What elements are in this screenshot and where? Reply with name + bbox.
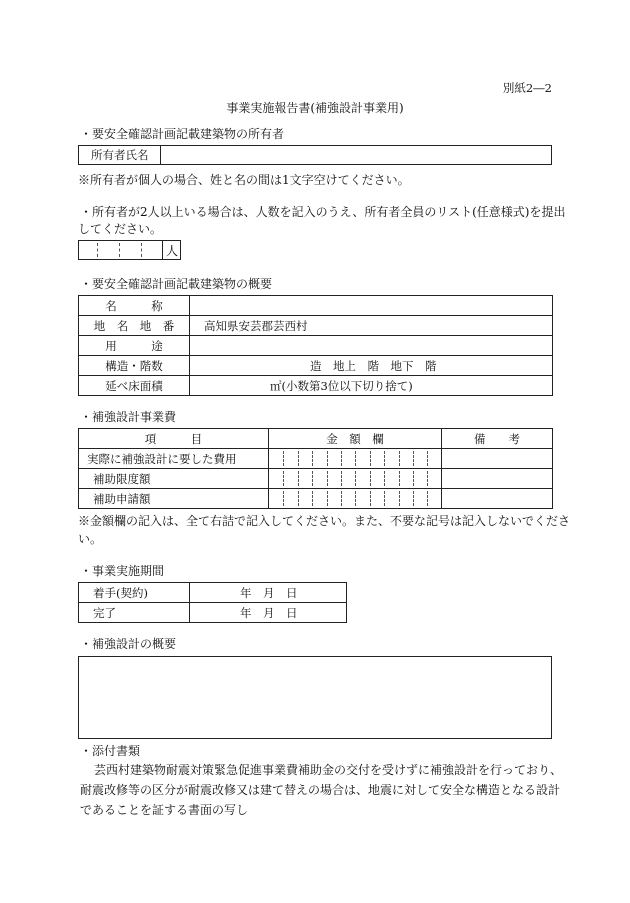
- page-title: 事業実施報告書(補強設計事業用): [226, 101, 404, 115]
- cost-item: 補助申請額: [79, 489, 269, 509]
- cost-heading: ・補強設計事業費: [80, 410, 177, 424]
- owner-count-unit: 人: [166, 244, 179, 258]
- period-date[interactable]: 年 月 日: [190, 583, 347, 603]
- cost-amount[interactable]: [269, 489, 442, 509]
- overview-value[interactable]: ㎡(小数第3位以下切り捨て): [190, 376, 553, 396]
- overview-value[interactable]: 造 地上 階 地下 階: [190, 356, 553, 376]
- owner-name-row: [78, 145, 552, 165]
- cost-table: [78, 428, 553, 509]
- attachments-line-3: であることを証する書面の写し: [80, 803, 249, 817]
- overview-heading: ・要安全確認計画記載建築物の概要: [80, 277, 273, 291]
- owner-name-field[interactable]: [165, 150, 545, 162]
- cost-item: 実際に補強設計に要した費用: [79, 449, 269, 469]
- period-label: 着手(契約): [79, 583, 190, 603]
- overview-row-name: [79, 296, 553, 316]
- cost-header-item: 項 目: [79, 429, 269, 449]
- multi-owner-text-2: してください。: [78, 222, 163, 236]
- cost-header-row: [79, 429, 553, 449]
- period-table: [78, 582, 347, 623]
- attachments-line-2: 耐震改修等の区分が耐震改修又は建て替えの場合は、地震に対して安全な構造となる設計: [80, 783, 561, 797]
- owner-section-heading: ・要安全確認計画記載建築物の所有者: [80, 127, 285, 141]
- overview-row-floor-area: [79, 376, 553, 396]
- cost-amount[interactable]: [269, 469, 442, 489]
- multi-owner-text-1: ・所有者が2人以上いる場合は、人数を記入のうえ、所有者全員のリスト(任意様式)を提出: [80, 205, 566, 219]
- overview-label: 名 称: [79, 296, 190, 316]
- period-row-start: [79, 583, 347, 603]
- overview-value[interactable]: [190, 336, 553, 356]
- overview-label: 構造・階数: [79, 356, 190, 376]
- owner-count-field[interactable]: [78, 240, 181, 260]
- overview-table: [78, 295, 553, 396]
- design-summary-heading: ・補強設計の概要: [80, 637, 177, 651]
- cost-remarks[interactable]: [442, 449, 553, 469]
- attachments-heading: ・添付書類: [80, 744, 141, 758]
- form-number: 別紙2―2: [502, 81, 552, 95]
- period-label: 完了: [79, 603, 190, 623]
- period-row-end: [79, 603, 347, 623]
- overview-label: 用 途: [79, 336, 190, 356]
- overview-value[interactable]: 高知県安芸郡芸西村: [190, 316, 553, 336]
- owner-note: ※所有者が個人の場合、姓と名の間は1文字空けてください。: [78, 173, 410, 187]
- period-heading: ・事業実施期間: [80, 564, 165, 578]
- overview-value[interactable]: [190, 296, 553, 316]
- cost-header-amount: 金 額 欄: [269, 429, 442, 449]
- period-date[interactable]: 年 月 日: [190, 603, 347, 623]
- overview-label: 地 名 地 番: [79, 316, 190, 336]
- cost-remarks[interactable]: [442, 489, 553, 509]
- cost-remarks[interactable]: [442, 469, 553, 489]
- cost-row: [79, 449, 553, 469]
- owner-name-label: 所有者氏名: [91, 148, 149, 162]
- cost-note-1: ※金額欄の記入は、全て右詰で記入してください。また、不要な記号は記入しないでくださ: [78, 514, 571, 528]
- overview-label: 延べ床面積: [79, 376, 190, 396]
- design-summary-box[interactable]: [78, 656, 552, 739]
- cost-row: [79, 469, 553, 489]
- overview-row-address: [79, 316, 553, 336]
- cost-amount[interactable]: [269, 449, 442, 469]
- cost-row: [79, 489, 553, 509]
- cost-header-remarks: 備 考: [442, 429, 553, 449]
- cost-item: 補助限度額: [79, 469, 269, 489]
- attachments-line-1: 芸西村建築物耐震対策緊急促進事業費補助金の交付を受けずに補強設計を行っており、: [94, 763, 563, 777]
- cost-note-2: い。: [78, 532, 103, 546]
- overview-row-structure: [79, 356, 553, 376]
- overview-row-use: [79, 336, 553, 356]
